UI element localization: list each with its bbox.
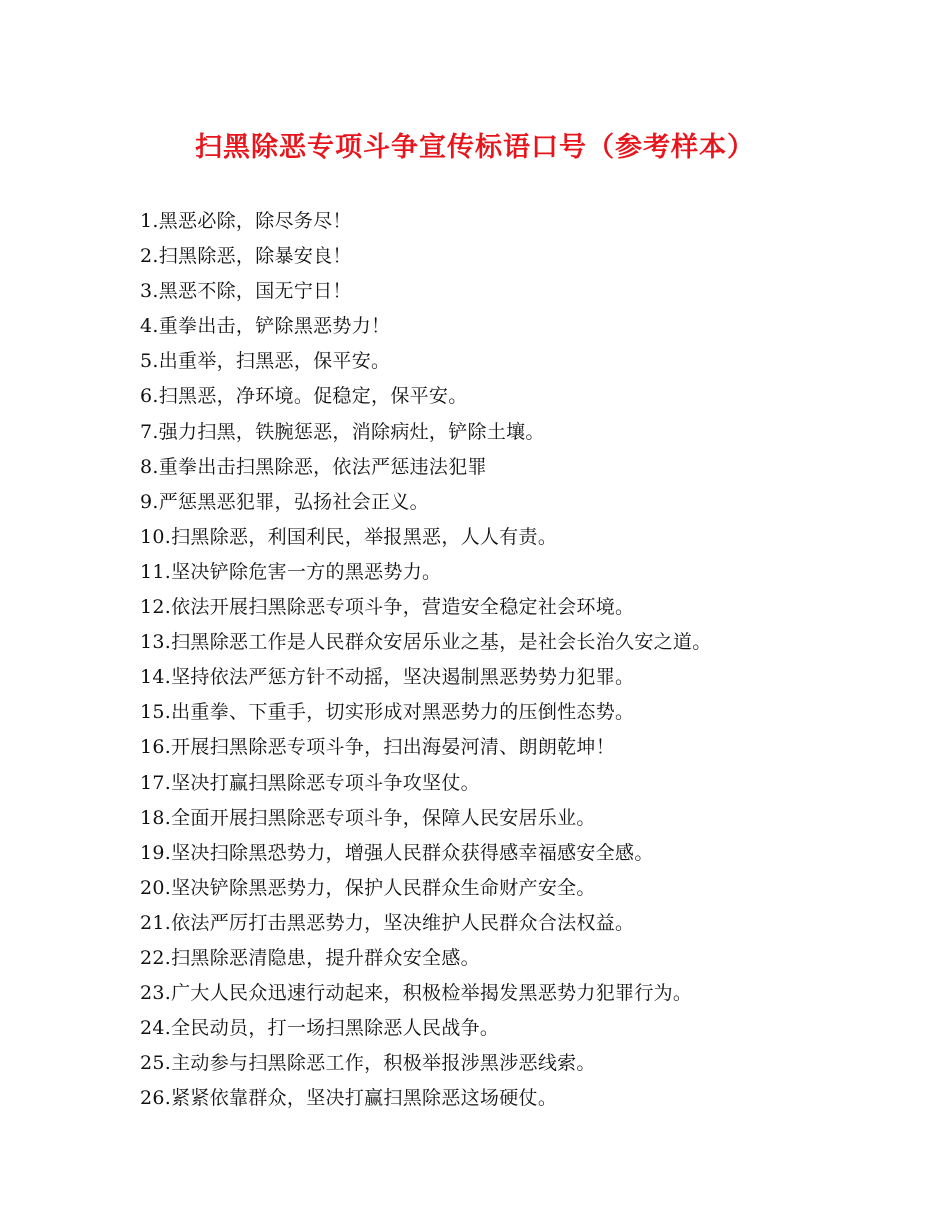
slogan-item: 8.重拳出击扫黑除恶，依法严惩违法犯罪: [140, 455, 487, 478]
slogan-item: 23.广大人民众迅速行动起来，积极检举揭发黑恶势力犯罪行为。: [140, 982, 693, 1005]
slogan-item: 10.扫黑除恶，利国利民，举报黑恶，人人有责。: [140, 525, 558, 548]
slogan-item: 24.全民动员，打一场扫黑除恶人民战争。: [140, 1017, 500, 1040]
slogan-item: 18.全面开展扫黑除恶专项斗争，保障人民安居乐业。: [140, 806, 596, 829]
slogan-item: 2.扫黑除恶，除暴安良！: [140, 245, 352, 268]
slogan-item: 6.扫黑恶，净环境。促稳定，保平安。: [140, 385, 468, 408]
slogan-item: 17.坚决打赢扫黑除恶专项斗争攻坚仗。: [140, 771, 480, 794]
slogan-item: 19.坚决扫除黑恐势力，增强人民群众获得感幸福感安全感。: [140, 841, 654, 864]
slogan-item: 9.严惩黑恶犯罪，弘扬社会正义。: [140, 490, 429, 513]
slogan-item: 21.依法严厉打击黑恶势力，坚决维护人民群众合法权益。: [140, 911, 635, 934]
slogan-item: 11.坚决铲除危害一方的黑恶势力。: [140, 560, 442, 583]
slogan-item: 4.重拳出击，铲除黑恶势力！: [140, 315, 391, 338]
slogan-item: 22.扫黑除恶清隐患，提升群众安全感。: [140, 946, 480, 969]
slogan-item: 20.坚决铲除黑恶势力，保护人民群众生命财产安全。: [140, 876, 596, 899]
slogan-list: [140, 204, 900, 1116]
slogan-item: 25.主动参与扫黑除恶工作，积极举报涉黑涉恶线索。: [140, 1052, 596, 1075]
slogan-item: 26.紧紧依靠群众，坚决打赢扫黑除恶这场硬仗。: [140, 1087, 558, 1110]
slogan-item: 1.黑恶必除，除尽务尽！: [140, 210, 352, 232]
slogan-item: 15.出重拳、下重手，切实形成对黑恶势力的压倒性态势。: [140, 701, 635, 724]
slogan-item: 7.强力扫黑，铁腕惩恶，消除病灶，铲除土壤。: [140, 420, 545, 443]
slogan-item: 14.坚持依法严惩方针不动摇，坚决遏制黑恶势势力犯罪。: [140, 666, 635, 689]
slogan-item: 3.黑恶不除，国无宁日！: [140, 280, 352, 303]
slogan-item: 5.出重举，扫黑恶，保平安。: [140, 350, 391, 373]
slogan-item: 16.开展扫黑除恶专项斗争，扫出海晏河清、朗朗乾坤！: [140, 736, 616, 759]
slogan-item: 13.扫黑除恶工作是人民群众安居乐业之基，是社会长治久安之道。: [140, 631, 712, 654]
slogan-item: 12.依法开展扫黑除恶专项斗争，营造安全稳定社会环境。: [140, 596, 635, 619]
document-title: 扫黑除恶专项斗争宣传标语口号（参考样本）: [195, 132, 755, 163]
